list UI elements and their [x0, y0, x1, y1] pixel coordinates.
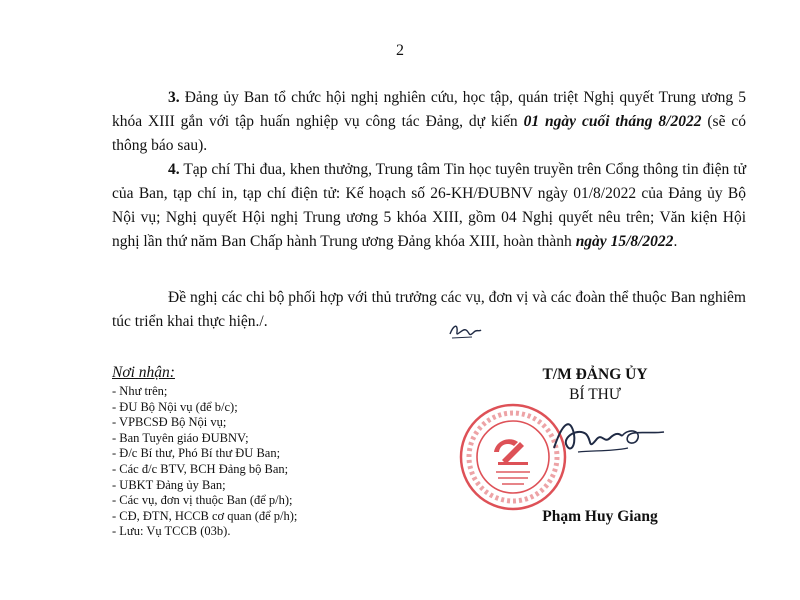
recipient-item: - UBKT Đảng ủy Ban; — [112, 477, 226, 492]
item-4-text: Tạp chí Thi đua, khen thưởng, Trung tâm Tin học tuyên truyền trên Cổng thông tin điện tử của Ban, tạp chí in, tạp chí điện tử: Kế hoạch số 26-KH/ĐUBNV ngày 01/8/2022 của Đảng ủy Bộ Nội vụ; Nghị quyết Hội nghị Trung ương 5 khóa XIII, gồm 04 Nghị quyết nêu trên; Văn kiện Hội nghị lần thứ năm Ban Chấp hành Trung ương Đảng khóa XIII, hoàn thành — [112, 161, 746, 250]
signer-name: Phạm Huy Giang — [542, 508, 658, 525]
item-3-paragraph — [112, 86, 746, 158]
recipient-item: - Đ/c Bí thư, Phó Bí thư ĐU Ban; — [112, 446, 281, 461]
item-4-paragraph — [112, 158, 746, 254]
signature-role: BÍ THƯ — [569, 386, 621, 403]
recipient-item: - Các vụ, đơn vị thuộc Ban (để p/h); — [112, 493, 293, 508]
recipients-title: Nơi nhận: — [112, 364, 175, 381]
signature-on-behalf: T/M ĐẢNG ỦY — [542, 366, 648, 383]
initial-mark — [448, 320, 482, 342]
item-3-deadline: 01 ngày cuối tháng 8/2022 — [523, 113, 702, 130]
item-3-number: 3. — [168, 89, 180, 106]
item-4-number: 4. — [168, 161, 180, 178]
item-4-deadline: ngày 15/8/2022 — [575, 233, 674, 250]
recipient-item: - Các đ/c BTV, BCH Đảng bộ Ban; — [112, 461, 289, 476]
page-number: 2 — [396, 42, 404, 59]
recipient-item: - CĐ, ĐTN, HCCB cơ quan (để p/h); — [112, 508, 298, 523]
recipients-list — [112, 384, 297, 540]
item-3-note: (sẽ có thông báo sau). — [112, 113, 746, 154]
recipient-item: - Ban Tuyên giáo ĐUBNV; — [112, 430, 249, 445]
recipient-item: - Lưu: Vụ TCCB (03b). — [112, 524, 231, 539]
handwritten-signature — [548, 404, 668, 462]
recipient-item: - VPBCSĐ Bộ Nội vụ; — [112, 415, 227, 430]
recipient-item: - Như trên; — [112, 384, 168, 398]
recipient-item: - ĐU Bộ Nội vụ (để b/c); — [112, 399, 238, 414]
item-3-text: Đảng ủy Ban tổ chức hội nghị nghiên cứu, học tập, quán triệt Nghị quyết Trung ương 5 khóa XIII gắn với tập huấn nghiệp vụ công tác Đảng, dự kiến — [112, 89, 746, 130]
closing-paragraph: Đề nghị các chi bộ phối hợp với thủ trưởng các vụ, đơn vị và các đoàn thể thuộc Ban nghiêm túc triển khai thực hiện./. — [112, 289, 746, 330]
item-4-tail: . — [673, 233, 678, 250]
